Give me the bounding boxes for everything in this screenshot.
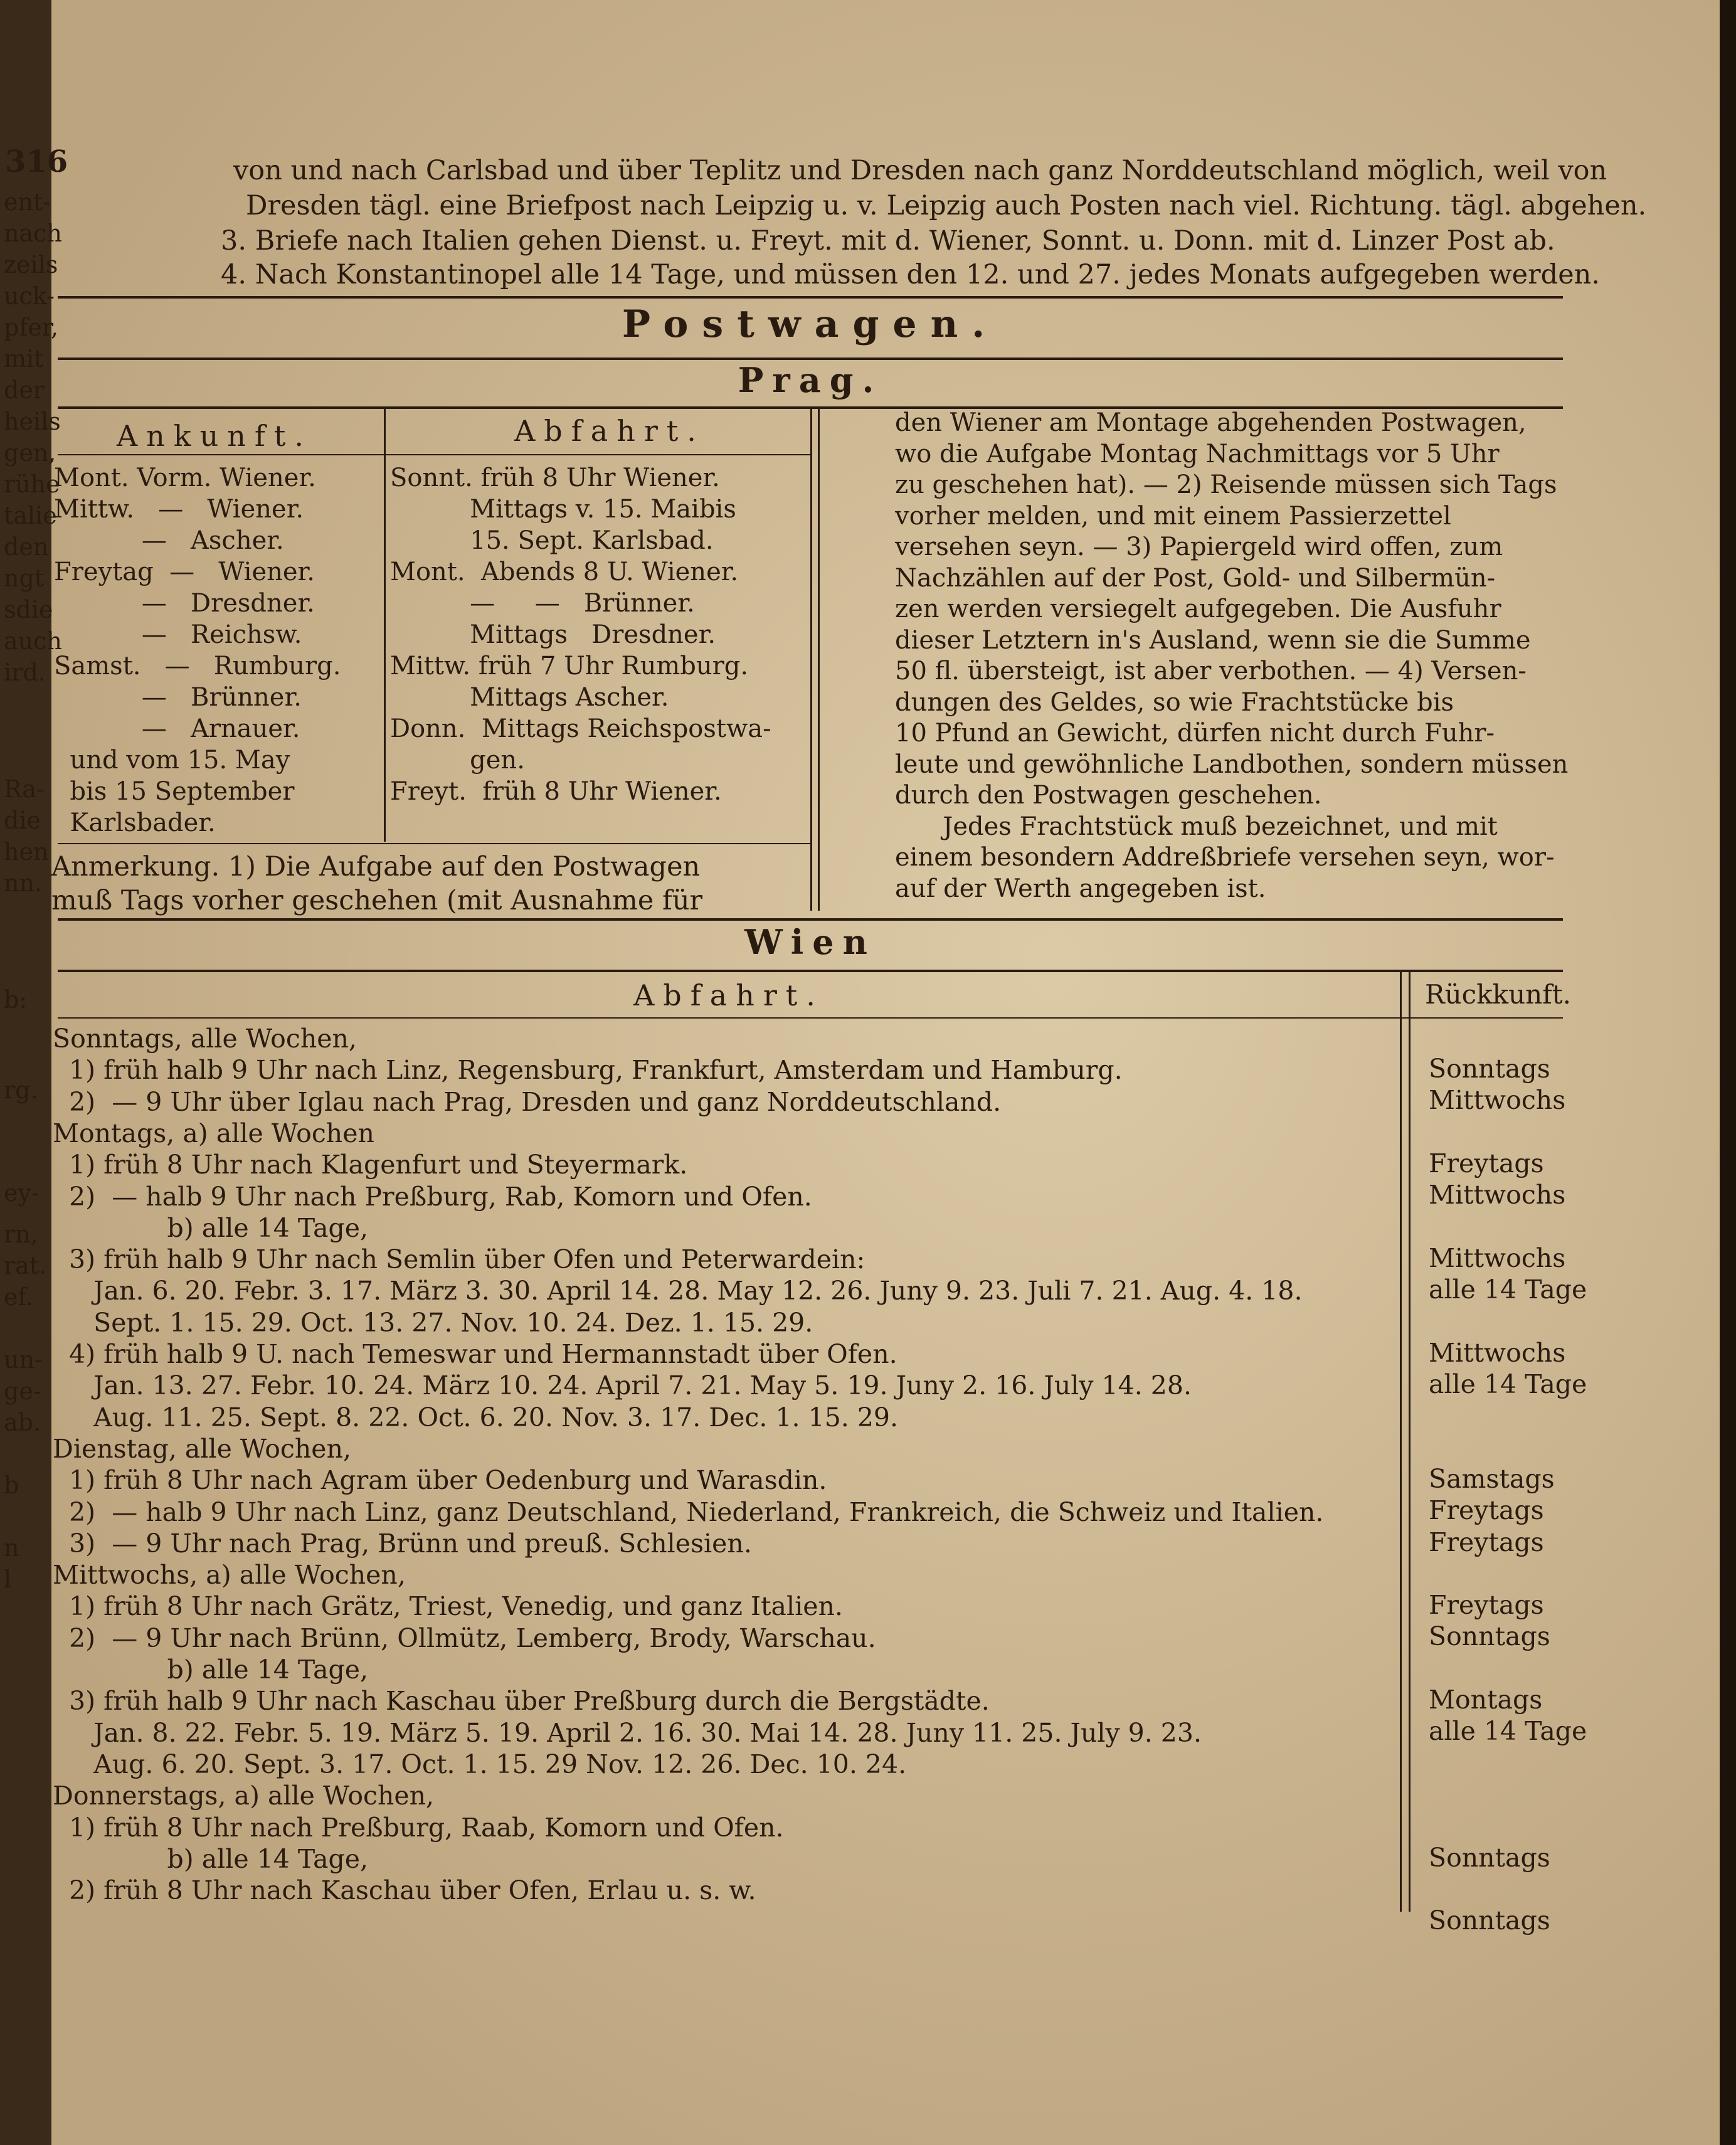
wien-schedule-line: 2) — 9 Uhr über Iglau nach Prag, Dresden und ganz Norddeutschland.: [53, 1086, 1002, 1117]
abfahrt-line: Mittw. früh 7 Uhr Rumburg.: [390, 652, 749, 681]
margin-fragment: talie: [4, 502, 57, 529]
abfahrt-line: Mittags v. 15. Maibis: [390, 495, 736, 524]
wien-rule: [58, 970, 1563, 972]
margin-fragment: den: [4, 533, 49, 561]
section-title: Postwagen.: [622, 302, 999, 346]
prag-title: Prag.: [738, 360, 883, 400]
prag-note-line: 50 fl. übersteigt, ist aber verbothen. — 4) Versen-: [895, 657, 1527, 686]
intro-line: 3. Briefe nach Italien gehen Dienst. u. Freyt. mit d. Wiener, Sonnt. u. Donn. mit d. Linzer Post ab.: [221, 225, 1555, 257]
rueckkunft-line: Freytags: [1429, 1148, 1544, 1178]
margin-fragment: uck-: [4, 282, 55, 310]
wien-schedule-line: 1) früh 8 Uhr nach Klagenfurt und Steyermark.: [53, 1150, 688, 1180]
abfahrt-line: Mittags Ascher.: [390, 683, 669, 712]
table-rule: [58, 843, 810, 844]
section-rule: [58, 296, 1563, 299]
margin-fragment: pfer,: [4, 314, 58, 341]
margin-fragment: zeils: [4, 251, 58, 278]
margin-fragment: Ra-: [4, 775, 45, 803]
ankunft-line: — Brünner.: [54, 683, 302, 712]
ankunft-line: — Arnauer.: [54, 714, 300, 743]
wien-abfahrt-header: Abfahrt.: [633, 978, 824, 1012]
intro-line: Dresden tägl. eine Briefpost nach Leipzig u. v. Leipzig auch Posten nach viel. Richtung. tägl. abgehen.: [246, 190, 1647, 221]
wien-schedule-line: 2) früh 8 Uhr nach Kaschau über Ofen, Erlau u. s. w.: [53, 1875, 756, 1906]
rueckkunft-line: Mittwochs: [1429, 1337, 1566, 1368]
prag-note-line: vorher melden, und mit einem Passierzettel: [895, 501, 1451, 531]
margin-fragment: ef.: [4, 1283, 34, 1311]
ankunft-line: Samst. — Rumburg.: [54, 652, 341, 681]
margin-fragment: un-: [4, 1346, 43, 1374]
wien-schedule-line: 2) — halb 9 Uhr nach Preßburg, Rab, Komorn und Ofen.: [53, 1181, 812, 1212]
ankunft-line: — Reichsw.: [54, 620, 302, 649]
margin-fragment: mit: [4, 345, 44, 373]
wien-schedule-line: Aug. 11. 25. Sept. 8. 22. Oct. 6. 20. Nov. 3. 17. Dec. 1. 15. 29.: [53, 1402, 899, 1433]
margin-fragment: heils: [4, 408, 61, 435]
wien-title: Wien: [744, 922, 876, 962]
wien-schedule-line: Jan. 8. 22. Febr. 5. 19. März 5. 19. April 2. 16. 30. Mai 14. 28. Juny 11. 25. July 9. 23.: [53, 1717, 1202, 1748]
prag-note-line: dungen des Geldes, so wie Frachtstücke bis: [895, 687, 1454, 717]
prag-note-line: Nachzählen auf der Post, Gold- und Silbermün-: [895, 563, 1496, 593]
prag-note-line: zu geschehen hat). — 2) Reisende müssen sich Tags: [895, 470, 1557, 499]
margin-fragment: rühe: [4, 470, 60, 498]
column-divider: [810, 409, 812, 911]
abfahrt-line: Donn. Mittags Reichspostwa-: [390, 714, 771, 743]
margin-fragment: ge-: [4, 1377, 41, 1405]
wien-schedule-line: 4) früh halb 9 U. nach Temeswar und Hermannstadt über Ofen.: [53, 1339, 897, 1369]
column-divider: [1400, 971, 1402, 1912]
margin-fragment: hen: [4, 838, 49, 866]
column-divider: [384, 409, 386, 842]
abfahrt-line: Mont. Abends 8 U. Wiener.: [390, 558, 739, 586]
wien-schedule-line: b) alle 14 Tage,: [53, 1843, 369, 1874]
margin-fragment: gen,: [4, 439, 56, 467]
margin-fragment: ngt: [4, 564, 45, 592]
wien-schedule-line: 3) früh halb 9 Uhr nach Semlin über Ofen und Peterwardein:: [53, 1244, 865, 1275]
margin-fragment: der: [4, 376, 45, 404]
rueckkunft-line: Freytags: [1429, 1590, 1544, 1621]
rueckkunft-line: Samstags: [1429, 1463, 1555, 1494]
wien-schedule-line: 3) früh halb 9 Uhr nach Kaschau über Preßburg durch die Bergstädte.: [53, 1686, 990, 1717]
prag-note-line: versehen seyn. — 3) Papiergeld wird offen, zum: [895, 532, 1503, 561]
prag-note-line: zen werden versiegelt aufgegeben. Die Ausfuhr: [895, 595, 1501, 623]
rueckkunft-line: Sonntags: [1429, 1905, 1550, 1936]
ankunft-line: Mont. Vorm. Wiener.: [54, 463, 316, 492]
wien-schedule-line: Dienstag, alle Wochen,: [53, 1433, 352, 1464]
prag-note-line: wo die Aufgabe Montag Nachmittags vor 5 Uhr: [895, 439, 1500, 469]
anmerkung-line: muß Tags vorher geschehen (mit Ausnahme für: [51, 885, 703, 916]
abfahrt-line: Sonnt. früh 8 Uhr Wiener.: [390, 463, 720, 492]
margin-fragment: rat.: [4, 1252, 47, 1279]
prag-note-line: durch den Postwagen geschehen.: [895, 781, 1322, 810]
wien-schedule-line: b) alle 14 Tage,: [53, 1212, 369, 1243]
rueckkunft-line: Mittwochs: [1429, 1180, 1566, 1210]
prag-note-line: einem besondern Addreßbriefe versehen seyn, wor-: [895, 843, 1555, 872]
page-number: 316: [5, 144, 68, 179]
margin-fragment: b:: [4, 986, 28, 1014]
prag-note-line: 10 Pfund an Gewicht, dürfen nicht durch Fuhr-: [895, 719, 1495, 748]
wien-schedule-line: Aug. 6. 20. Sept. 3. 17. Oct. 1. 15. 29 Nov. 12. 26. Dec. 10. 24.: [53, 1749, 907, 1779]
abfahrt-line: — — Brünner.: [390, 589, 695, 618]
margin-fragment: nach: [4, 220, 62, 247]
margin-fragment: n: [4, 1534, 19, 1562]
margin-fragment: l: [4, 1565, 12, 1593]
rueckkunft-line: Freytags: [1429, 1495, 1544, 1526]
intro-line: 4. Nach Konstantinopel alle 14 Tage, und müssen den 12. und 27. jedes Monats aufgegeben werden.: [221, 259, 1601, 290]
wien-schedule-line: 1) früh 8 Uhr nach Agram über Oedenburg und Warasdin.: [53, 1465, 827, 1496]
intro-line: von und nach Carlsbad und über Teplitz und Dresden nach ganz Norddeutschland möglich, weil von: [233, 155, 1607, 186]
rueckkunft-line: Mittwochs: [1429, 1085, 1566, 1116]
wien-schedule-line: Jan. 13. 27. Febr. 10. 24. März 10. 24. April 7. 21. May 5. 19. Juny 2. 16. July 14. 28.: [53, 1370, 1192, 1401]
wien-schedule-line: Sept. 1. 15. 29. Oct. 13. 27. Nov. 10. 24. Dez. 1. 15. 29.: [53, 1307, 813, 1338]
wien-rule: [58, 918, 1563, 921]
wien-schedule-line: 2) — halb 9 Uhr nach Linz, ganz Deutschland, Niederland, Frankreich, die Schweiz und Italien.: [53, 1496, 1324, 1527]
abfahrt-header: Abfahrt.: [514, 414, 705, 448]
wien-schedule-line: 1) früh 8 Uhr nach Preßburg, Raab, Komorn und Ofen.: [53, 1812, 784, 1843]
margin-fragment: die: [4, 807, 41, 834]
wien-schedule-line: Montags, a) alle Wochen: [53, 1118, 374, 1148]
margin-fragment: ey-: [4, 1179, 40, 1207]
margin-fragment: rn,: [4, 1221, 38, 1248]
prag-note-line: den Wiener am Montage abgehenden Postwagen,: [895, 408, 1527, 437]
prag-note-line: Jedes Frachtstück muß bezeichnet, und mit: [895, 812, 1498, 841]
column-divider: [818, 409, 820, 911]
ankunft-line: Freytag — Wiener.: [54, 558, 315, 586]
rueckkunft-line: alle 14 Tage: [1429, 1274, 1587, 1305]
rueckkunft-line: Mittwochs: [1429, 1242, 1566, 1273]
wien-schedule-line: b) alle 14 Tage,: [53, 1655, 369, 1685]
page-edge: [1720, 0, 1736, 2145]
prag-note-line: leute und gewöhnliche Landbothen, sondern müssen: [895, 749, 1569, 779]
abfahrt-line: 15. Sept. Karlsbad.: [390, 526, 714, 555]
margin-fragment: b: [4, 1471, 19, 1499]
rueckkunft-line: Sonntags: [1429, 1842, 1550, 1873]
abfahrt-line: gen.: [390, 746, 525, 775]
ankunft-line: Mittw. — Wiener.: [54, 495, 304, 524]
ankunft-line: — Ascher.: [54, 526, 284, 555]
prag-note-line: auf der Werth angegeben ist.: [895, 874, 1266, 903]
table-rule: [58, 454, 810, 455]
wien-schedule-line: Jan. 6. 20. Febr. 3. 17. März 3. 30. April 14. 28. May 12. 26. Juny 9. 23. Juli 7. 21. Aug. 4. 18.: [53, 1276, 1303, 1306]
rueckkunft-line: Montags: [1429, 1685, 1543, 1715]
anmerkung-line: Anmerkung. 1) Die Aufgabe auf den Postwagen: [51, 851, 701, 882]
column-divider: [1409, 971, 1410, 1912]
prag-note-line: dieser Letztern in's Ausland, wenn sie die Summe: [895, 625, 1531, 655]
margin-fragment: rg.: [4, 1076, 38, 1104]
facing-page-margin: [0, 0, 62, 2145]
margin-fragment: auch: [4, 627, 62, 655]
ankunft-line: Karlsbader.: [54, 808, 216, 837]
margin-fragment: ab.: [4, 1409, 41, 1436]
ankunft-line: bis 15 September: [54, 777, 295, 806]
ankunft-header: Ankunft.: [116, 419, 313, 453]
rueckkunft-line: alle 14 Tage: [1429, 1716, 1587, 1747]
wien-schedule-line: Sonntags, alle Wochen,: [53, 1024, 357, 1054]
margin-fragment: ird.: [4, 659, 46, 686]
margin-fragment: nn.: [4, 869, 43, 897]
margin-fragment: ent-: [4, 188, 51, 216]
wien-schedule-line: Donnerstags, a) alle Wochen,: [53, 1781, 435, 1811]
table-rule: [58, 1017, 1563, 1019]
abfahrt-line: Mittags Dresdner.: [390, 620, 716, 649]
wien-schedule-line: 1) früh halb 9 Uhr nach Linz, Regensburg, Frankfurt, Amsterdam und Hamburg.: [53, 1055, 1123, 1086]
abfahrt-line: Freyt. früh 8 Uhr Wiener.: [390, 777, 722, 806]
rueckkunft-line: alle 14 Tage: [1429, 1369, 1587, 1399]
rueckkunft-line: Freytags: [1429, 1527, 1544, 1557]
ankunft-line: — Dresdner.: [54, 589, 315, 618]
wien-schedule-line: 2) — 9 Uhr nach Brünn, Ollmütz, Lemberg, Brody, Warschau.: [53, 1623, 876, 1653]
wien-schedule-line: 1) früh 8 Uhr nach Grätz, Triest, Venedig, und ganz Italien.: [53, 1591, 843, 1622]
rueckkunft-line: Sonntags: [1429, 1621, 1550, 1652]
ankunft-line: und vom 15. May: [54, 746, 290, 775]
margin-fragment: sdie: [4, 596, 53, 623]
wien-schedule-line: 3) — 9 Uhr nach Prag, Brünn und preuß. Schlesien.: [53, 1528, 752, 1559]
page: [51, 0, 1720, 2145]
rueckkunft-line: Sonntags: [1429, 1054, 1550, 1084]
rueckkunft-header: Rückkunft.: [1425, 979, 1571, 1010]
wien-schedule-line: Mittwochs, a) alle Wochen,: [53, 1560, 406, 1591]
